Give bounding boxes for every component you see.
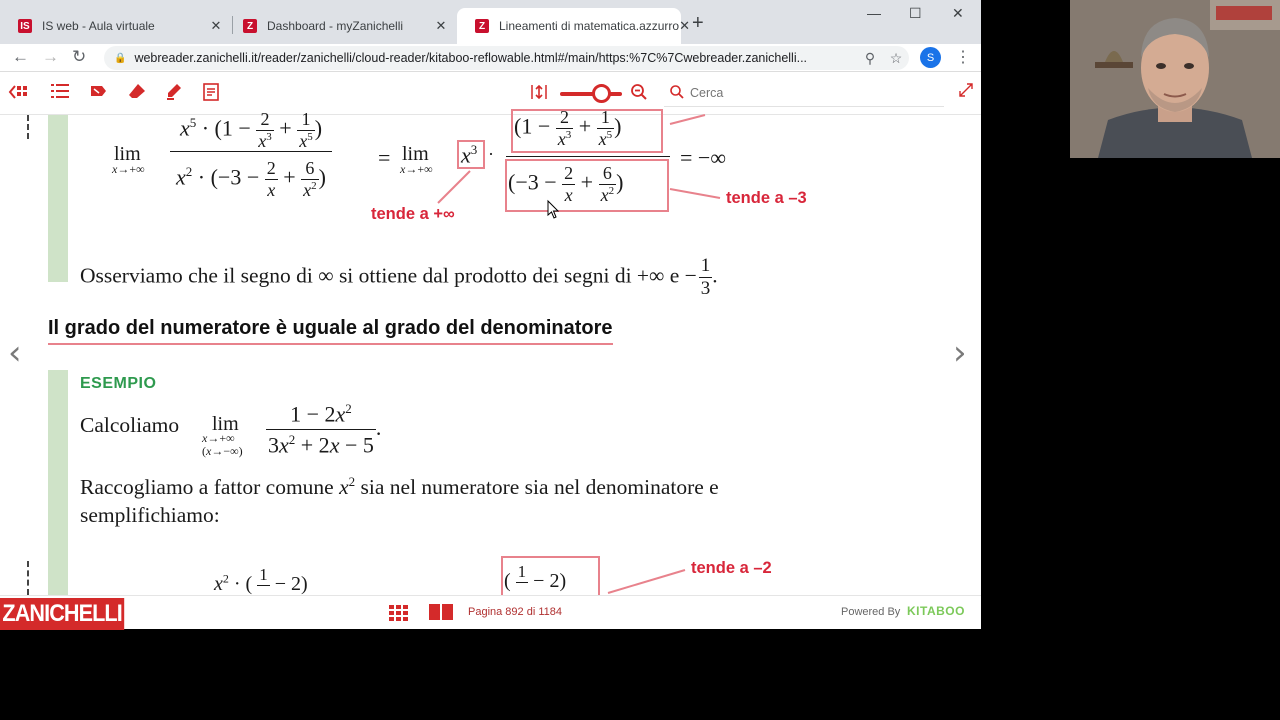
x-cubed: $x^3$ — [461, 142, 478, 168]
fullscreen-icon[interactable] — [958, 82, 974, 103]
zanichelli-logo: ZANICHELLI — [0, 598, 124, 630]
thumbnails-icon[interactable] — [9, 83, 29, 106]
example-heading: ESEMPIO — [80, 375, 157, 392]
highlighter-pen-icon[interactable] — [166, 83, 182, 106]
next-page-arrow-icon[interactable]: › — [953, 333, 967, 373]
search-box[interactable] — [664, 80, 944, 107]
numerator-factor: (1 − $\frac{2}{x^3}$ + $\frac{1}{x^5}$ ) — [514, 107, 622, 149]
url-field[interactable] — [104, 46, 909, 70]
tab-lineamenti[interactable] — [457, 8, 690, 44]
equals-sign: = — [378, 145, 391, 170]
limit-operator: lim x→+∞ — [112, 143, 145, 176]
reader-footer — [0, 595, 981, 629]
close-icon[interactable]: ✕ — [210, 18, 222, 33]
limit-fraction: $\frac{1 - 2x^2}{3x^2 + 2x - 5}$ . — [268, 401, 382, 458]
calcoliamo-text: Calcoliamo — [80, 413, 180, 437]
raccogliamo-line-2: semplifichiamo: — [80, 503, 220, 527]
zoom-icon[interactable]: ⚲ — [864, 49, 876, 66]
result-minus-infinity: = −∞ — [680, 145, 726, 170]
menu-kebab-icon[interactable]: ⋮ — [955, 49, 971, 66]
reader-toolbar — [0, 73, 981, 115]
toc-list-icon[interactable] — [51, 83, 69, 104]
minimize-button[interactable]: — — [867, 5, 881, 21]
forward-arrow-icon[interactable]: → — [42, 47, 59, 66]
denominator-factor: (−3 − $\frac{2}{x}$ + $\frac{6}{x^2}$ ) — [508, 163, 624, 205]
fit-height-icon[interactable] — [530, 83, 548, 106]
limit-operator-2: lim x→+∞ — [400, 143, 433, 176]
tab-favicon: Z — [243, 19, 257, 33]
zoom-slider-handle[interactable] — [592, 84, 611, 103]
kitaboo-logo: KITABOO — [907, 604, 965, 618]
x-squared: x — [339, 475, 349, 500]
search-input[interactable] — [690, 86, 930, 100]
raccogliamo-line-1: Raccogliamo a fattor comune $x^2$ sia nel numeratore sia nel denominatore e — [80, 474, 719, 500]
presenter-image — [1070, 0, 1280, 158]
reload-icon[interactable]: ↻ — [72, 47, 87, 66]
reader-page-area — [0, 107, 981, 596]
maximize-button[interactable]: ☐ — [909, 5, 922, 21]
partial-formula-left: $x^2$ · ( 1 − 2) — [214, 565, 308, 596]
star-icon[interactable]: ☆ — [889, 49, 903, 66]
margin-dash-marker-2 — [27, 561, 29, 595]
close-icon[interactable]: ✕ — [435, 18, 447, 33]
observation-sentence: Osserviamo che il segno di ∞ si ottiene dal prodotto dei segni di +∞ e − — [80, 263, 697, 288]
tab-title: Dashboard - myZanichelli — [267, 19, 404, 33]
annotation-tends-minus-2: tende a –2 — [691, 559, 772, 577]
observation-text: Osserviamo che il segno di ∞ si ottiene dal prodotto dei segni di +∞ e − $\frac{1}{3}$ . — [80, 255, 718, 299]
webcam-video-feed — [1070, 0, 1280, 158]
address-bar-row — [0, 44, 981, 72]
tab-favicon: Z — [475, 19, 489, 33]
search-icon — [670, 85, 684, 102]
annotation-tends-minus-3: tende a –3 — [726, 189, 807, 207]
tab-dashboard[interactable] — [225, 8, 457, 44]
big-fraction: $x^5 \cdot (1$ − $\frac{2}{x^3}$ + $\frac{1}{x^5}$ ) $x^2 \cdot (-3$ − $\frac{2}{x}$ + $\frac{6}{x^2}$ ) — [170, 109, 332, 201]
page-indicator: Pagina 892 di 1184 — [468, 606, 562, 618]
tab-favicon: IS — [18, 19, 32, 33]
window-close-button[interactable]: ✕ — [952, 5, 964, 21]
zoom-out-icon[interactable] — [630, 83, 648, 106]
profile-avatar[interactable]: S — [920, 47, 941, 68]
previous-page-arrow-icon[interactable]: ‹ — [8, 333, 22, 373]
grid-view-icon[interactable] — [389, 605, 408, 626]
close-icon[interactable]: ✕ — [679, 18, 690, 33]
eraser-icon[interactable] — [128, 83, 146, 104]
dot-operator: · — [488, 144, 494, 164]
section-title: Il grado del numeratore è uguale al grado del denominatore — [48, 317, 613, 345]
back-arrow-icon[interactable]: ← — [12, 47, 29, 66]
powered-by-label: Powered By — [841, 606, 901, 618]
tab-title: IS web - Aula virtuale — [42, 19, 155, 33]
example-green-bar-2 — [48, 370, 68, 595]
notes-icon[interactable] — [203, 83, 219, 106]
tab-bar — [0, 0, 981, 44]
double-page-view-icon[interactable] — [429, 604, 453, 625]
mouse-cursor-icon — [547, 200, 561, 220]
limit-operator-3: lim x→+∞ (x→−∞) — [202, 413, 243, 458]
tab-title: Lineamenti di matematica.azzurro — [499, 19, 680, 33]
raccogliamo-text-a: Raccogliamo a fattor comune — [80, 475, 334, 500]
partial-formula-right: ( 1 − 2) — [504, 562, 567, 593]
zoom-slider-track[interactable] — [560, 92, 622, 96]
lock-icon: 🔒 — [114, 52, 127, 64]
raccogliamo-text-b: sia nel numeratore sia nel denominatore e — [360, 475, 719, 500]
new-tab-button[interactable]: + — [692, 12, 704, 34]
tab-is-web[interactable] — [0, 8, 232, 44]
bookmark-edit-icon[interactable] — [90, 83, 110, 104]
annotation-tends-plus-infinity: tende a +∞ — [371, 205, 455, 223]
url-text: webreader.zanichelli.it/reader/zanichelli/cloud-reader/kitaboo-reflowable.html#/main/https:%7C%7Cwebreader.zanichelli... — [134, 51, 808, 65]
